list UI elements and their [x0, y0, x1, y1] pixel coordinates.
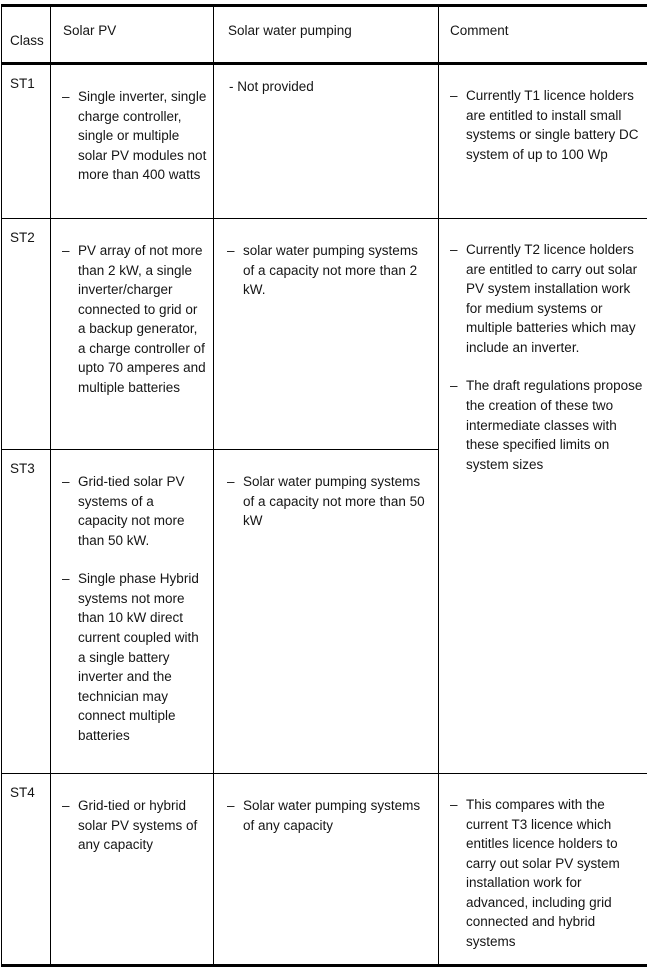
not-provided-note: - Not provided: [229, 79, 314, 94]
cell-st2-st3-comment: [439, 219, 647, 774]
bullet-dash: –: [62, 474, 70, 489]
bullet-dash: –: [227, 243, 235, 258]
cell-st4-comment: [439, 774, 647, 966]
bullet-dash: –: [62, 798, 70, 813]
bullet-dash: –: [450, 378, 458, 394]
bullet-text: Grid-tied or hybrid solar PV systems of any capacity: [78, 798, 198, 853]
bullet-text: Single inverter, single charge controller, single or multiple solar PV modules not more than 400 watts: [78, 89, 207, 183]
cell-st3-water-pumping: [214, 450, 439, 774]
bullet-text: This compares with the current T3 licence which entitles licence holders to carry out solar PV system installation work for advanced, including grid connected and hybrid systems: [466, 797, 620, 949]
bullet-item: [62, 569, 207, 745]
cell-st1-water-pumping: [214, 64, 439, 219]
bullet-item: [62, 472, 207, 550]
solar-licence-classes-table: [1, 4, 647, 967]
bullet-dash: –: [227, 798, 235, 813]
bullet-dash: –: [450, 88, 458, 103]
bullet-item: [450, 240, 645, 357]
header-class-label: Class: [10, 33, 44, 49]
bullet-text: Solar water pumping systems of any capacity: [243, 798, 421, 833]
cell-st3-solar-pv: [51, 450, 214, 774]
bullet-text: Currently T2 licence holders are entitled to carry out solar PV system installation work for medium systems or multiple batteries which may include an inverter.: [466, 242, 638, 355]
class-label: ST2: [10, 230, 35, 245]
class-label: ST1: [10, 76, 35, 91]
bullet-text: Currently T1 licence holders are entitled to install small systems or single battery DC system of up to 100 Wp: [466, 88, 639, 162]
bullet-text: Grid-tied solar PV systems of a capacity not more than 50 kW.: [78, 474, 185, 548]
class-cell-st2: [2, 219, 51, 450]
cell-st4-solar-pv: [51, 774, 214, 966]
cell-st1-comment: [439, 64, 647, 219]
table-row-st2: [2, 219, 647, 450]
bullet-item: [62, 241, 207, 398]
header-solar-water-pumping-label: Solar water pumping: [228, 23, 352, 38]
table-row-st1: [2, 64, 647, 219]
bullet-text: solar water pumping systems of a capacity not more than 2 kW.: [243, 243, 418, 298]
cell-st1-solar-pv: [51, 64, 214, 219]
bullet-item: [227, 472, 430, 531]
cell-st2-water-pumping: [214, 219, 439, 450]
bullet-text: Solar water pumping systems of a capacity not more than 50 kW: [243, 474, 425, 529]
bullet-item: [227, 241, 430, 300]
header-solar-pv: [51, 6, 214, 64]
table-row-st4: [2, 774, 647, 966]
class-label: ST3: [10, 461, 35, 476]
bullet-item: [62, 87, 207, 185]
bullet-item: [450, 376, 645, 474]
bullet-text: PV array of not more than 2 kW, a single inverter/charger connected to grid or a backup generator, a charge controller of upto 70 amperes and multiple batteries: [78, 243, 206, 395]
class-label: ST4: [10, 785, 35, 800]
bullet-dash: –: [450, 242, 458, 257]
class-cell-st1: [2, 64, 51, 219]
header-solar-water-pumping: [214, 6, 439, 64]
bullet-item: [450, 86, 645, 164]
bullet-item: [450, 795, 645, 952]
bullet-dash: –: [62, 89, 70, 104]
cell-st4-water-pumping: [214, 774, 439, 966]
bullet-dash: –: [62, 571, 70, 587]
bullet-dash: –: [227, 474, 235, 489]
bullet-item: [227, 796, 430, 835]
header-comment-label: Comment: [450, 23, 509, 38]
table-header-row: [2, 6, 647, 64]
class-cell-st4: [2, 774, 51, 966]
bullet-dash: –: [62, 243, 70, 258]
header-class: [2, 6, 51, 64]
bullet-item: [62, 796, 207, 855]
bullet-text: The draft regulations propose the creation of these two intermediate classes with these specified limits on system sizes: [466, 378, 643, 472]
header-solar-pv-label: Solar PV: [63, 23, 117, 38]
class-cell-st3: [2, 450, 51, 774]
bullet-text: Single phase Hybrid systems not more than 10 kW direct current coupled with a single battery inverter and the technician may connect multiple batteries: [78, 571, 199, 743]
cell-st2-solar-pv: [51, 219, 214, 450]
bullet-dash: –: [450, 797, 458, 812]
header-comment: [439, 6, 647, 64]
